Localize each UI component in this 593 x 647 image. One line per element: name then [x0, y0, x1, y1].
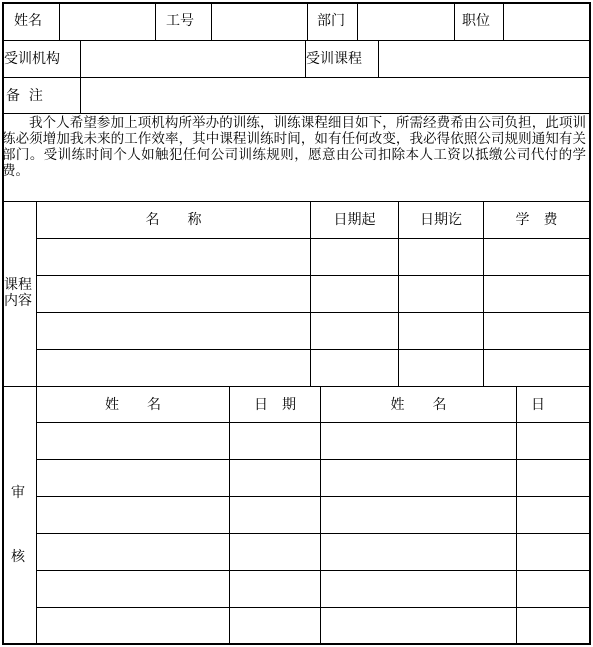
row-divider: [36, 533, 591, 534]
col-divider: [483, 201, 484, 386]
col-divider: [229, 386, 230, 645]
name-input[interactable]: [60, 3, 155, 40]
col-divider: [307, 2, 308, 40]
row-divider: [36, 570, 591, 571]
row-divider: [36, 275, 591, 276]
row-divider: [2, 113, 591, 114]
row-divider: [36, 238, 591, 239]
institution-label: 受训机构: [4, 51, 60, 67]
applicant-statement: 我个人希望参加上项机构所举办的训练，训练课程细目如下，所需经费希由公司负担，此项训练必须增加我未来的工作效率，其中课程训练时间，如有任何改变，我必得依照公司规则通知有关部门。受训练时间个人如触犯任何公司训练规则，愿意由公司扣除本人工资以抵缴公司代付的学费。: [2, 115, 586, 179]
row-divider: [36, 349, 591, 350]
col-divider: [155, 2, 156, 40]
row-divider: [36, 607, 591, 608]
course-section-label: 课程内容: [4, 277, 32, 309]
col-divider: [310, 201, 311, 386]
review-section-label-1: 审: [11, 485, 25, 501]
position-label: 职位: [462, 13, 490, 29]
review-date-header-2: 日: [531, 397, 545, 413]
reviewer-name-header-2: 姓 名: [390, 397, 447, 413]
reviewer-name-header: 姓 名: [105, 397, 161, 413]
remarks-label: 备 注: [6, 88, 43, 104]
col-divider: [516, 386, 517, 645]
remarks-input[interactable]: [81, 78, 589, 113]
review-section-label-2: 核: [11, 549, 25, 565]
tuition-header: 学 费: [515, 212, 558, 228]
employee-id-input[interactable]: [212, 3, 307, 40]
col-divider: [398, 201, 399, 386]
col-divider: [36, 201, 37, 645]
row-divider: [36, 496, 591, 497]
review-date-header: 日 期: [254, 397, 296, 413]
course-name-header: 名 称: [145, 212, 202, 228]
department-input[interactable]: [358, 3, 454, 40]
row-divider: [36, 459, 591, 460]
course-input[interactable]: [379, 41, 589, 77]
row-divider: [2, 386, 591, 387]
row-divider: [2, 201, 591, 202]
col-divider: [320, 386, 321, 645]
col-divider: [454, 2, 455, 40]
course-label: 受训课程: [306, 51, 362, 67]
department-label: 部门: [317, 13, 345, 29]
start-date-header: 日期起: [333, 212, 376, 228]
institution-input[interactable]: [81, 41, 305, 77]
employee-id-label: 工号: [166, 13, 194, 29]
row-divider: [36, 312, 591, 313]
row-divider: [36, 422, 591, 423]
position-input[interactable]: [504, 3, 589, 40]
end-date-header: 日期讫: [420, 212, 462, 228]
name-label: 姓名: [14, 13, 42, 29]
